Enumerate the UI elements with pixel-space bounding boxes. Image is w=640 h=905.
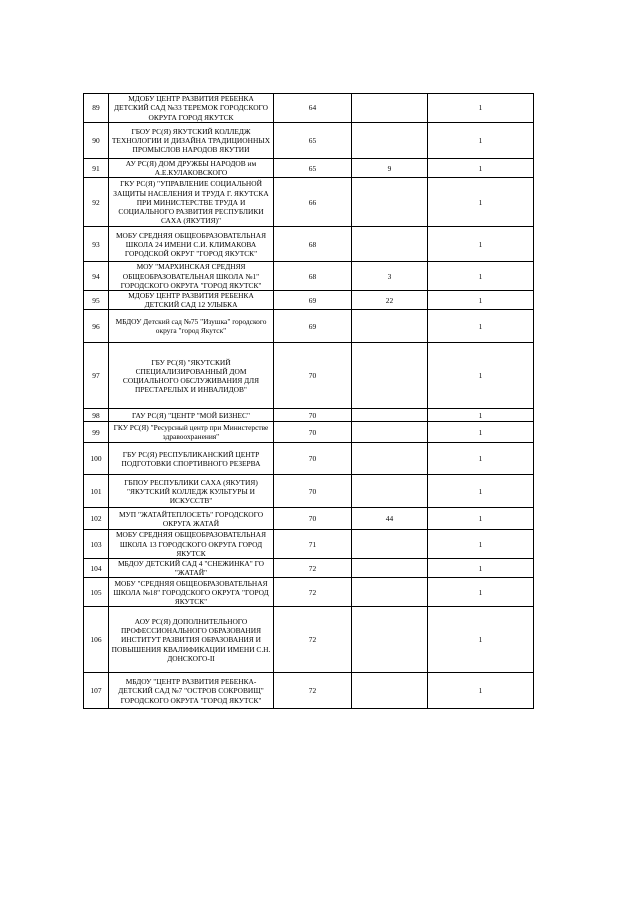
- value-cell-5: 1: [428, 673, 534, 709]
- table-row: [84, 559, 534, 578]
- value-cell-5: 1: [428, 578, 534, 607]
- table-row: [84, 310, 534, 343]
- table-row: [84, 409, 534, 422]
- value-cell-3: 72: [274, 559, 352, 578]
- value-cell-4: 44: [352, 508, 428, 530]
- value-cell-3: 72: [274, 607, 352, 673]
- table-row: [84, 530, 534, 559]
- value-cell-3: 71: [274, 530, 352, 559]
- value-cell-4: 9: [352, 159, 428, 178]
- value-cell-5: 1: [428, 409, 534, 422]
- row-number-cell: 94: [84, 262, 109, 291]
- table-row: [84, 508, 534, 530]
- row-number-cell: 89: [84, 94, 109, 123]
- value-cell-4: [352, 530, 428, 559]
- organization-name-cell: МДОБУ ЦЕНТР РАЗВИТИЯ РЕБЕНКА ДЕТСКИЙ САД 12 УЛЫБКА: [109, 291, 274, 310]
- value-cell-5: 1: [428, 559, 534, 578]
- value-cell-4: [352, 343, 428, 409]
- value-cell-5: 1: [428, 94, 534, 123]
- value-cell-5: 1: [428, 422, 534, 443]
- value-cell-3: 70: [274, 422, 352, 443]
- organizations-table: [83, 93, 534, 709]
- value-cell-4: [352, 422, 428, 443]
- value-cell-3: 70: [274, 343, 352, 409]
- organization-name-cell: МБДОУ Детский сад №75 "Изушка" городского округа "город Якутск": [109, 310, 274, 343]
- value-cell-5: 1: [428, 123, 534, 159]
- table-row: [84, 443, 534, 475]
- value-cell-3: 70: [274, 443, 352, 475]
- value-cell-3: 69: [274, 310, 352, 343]
- value-cell-4: 22: [352, 291, 428, 310]
- organization-name-cell: ГКУ РС(Я) "УПРАВЛЕНИЕ СОЦИАЛЬНОЙ ЗАЩИТЫ НАСЕЛЕНИЯ И ТРУДА Г. ЯКУТСКА ПРИ МИНИСТЕРСТВЕ ТРУДА И СОЦИАЛЬНОГО РАЗВИТИЯ РЕСПУБЛИКИ САХА (ЯКУТИЯ)": [109, 178, 274, 227]
- row-number-cell: 95: [84, 291, 109, 310]
- value-cell-3: 68: [274, 262, 352, 291]
- row-number-cell: 92: [84, 178, 109, 227]
- value-cell-3: 70: [274, 409, 352, 422]
- row-number-cell: 99: [84, 422, 109, 443]
- value-cell-4: [352, 673, 428, 709]
- row-number-cell: 91: [84, 159, 109, 178]
- value-cell-5: 1: [428, 159, 534, 178]
- value-cell-3: 65: [274, 123, 352, 159]
- value-cell-4: [352, 178, 428, 227]
- value-cell-3: 68: [274, 227, 352, 262]
- value-cell-3: 70: [274, 475, 352, 508]
- organization-name-cell: АОУ РС(Я) ДОПОЛНИТЕЛЬНОГО ПРОФЕССИОНАЛЬНОГО ОБРАЗОВАНИЯ ИНСТИТУТ РАЗВИТИЯ ОБРАЗОВАНИЯ И ПОВЫШЕНИЯ КВАЛИФИКАЦИИ ИМЕНИ С.Н. ДОНСКОГО-II: [109, 607, 274, 673]
- organization-name-cell: МОБУ СРЕДНЯЯ ОБЩЕОБРАЗОВАТЕЛЬНАЯ ШКОЛА 24 ИМЕНИ С.И. КЛИМАКОВА ГОРОДСКОЙ ОКРУГ "ГОРОД ЯКУТСК": [109, 227, 274, 262]
- value-cell-3: 70: [274, 508, 352, 530]
- organization-name-cell: МДОБУ ЦЕНТР РАЗВИТИЯ РЕБЕНКА ДЕТСКИЙ САД №33 ТЕРЕМОК ГОРОДСКОГО ОКРУГА ГОРОД ЯКУТСК: [109, 94, 274, 123]
- organization-name-cell: ГБПОУ РЕСПУБЛИКИ САХА (ЯКУТИЯ) "ЯКУТСКИЙ КОЛЛЕДЖ КУЛЬТУРЫ И ИСКУССТВ": [109, 475, 274, 508]
- value-cell-4: [352, 310, 428, 343]
- value-cell-4: [352, 94, 428, 123]
- value-cell-5: 1: [428, 508, 534, 530]
- value-cell-5: 1: [428, 443, 534, 475]
- value-cell-4: [352, 409, 428, 422]
- table-row: [84, 178, 534, 227]
- value-cell-5: 1: [428, 475, 534, 508]
- value-cell-5: 1: [428, 262, 534, 291]
- table-row: [84, 607, 534, 673]
- organization-name-cell: ГБОУ РС(Я) ЯКУТСКИЙ КОЛЛЕДЖ ТЕХНОЛОГИИ И ДИЗАЙНА ТРАДИЦИОННЫХ ПРОМЫСЛОВ НАРОДОВ ЯКУТИИ: [109, 123, 274, 159]
- row-number-cell: 93: [84, 227, 109, 262]
- value-cell-5: 1: [428, 178, 534, 227]
- row-number-cell: 96: [84, 310, 109, 343]
- table-row: [84, 94, 534, 123]
- value-cell-5: 1: [428, 343, 534, 409]
- value-cell-5: 1: [428, 310, 534, 343]
- row-number-cell: 90: [84, 123, 109, 159]
- value-cell-3: 72: [274, 578, 352, 607]
- table-row: [84, 159, 534, 178]
- table-row: [84, 422, 534, 443]
- value-cell-4: 3: [352, 262, 428, 291]
- value-cell-4: [352, 607, 428, 673]
- table-row: [84, 343, 534, 409]
- value-cell-4: [352, 227, 428, 262]
- value-cell-4: [352, 123, 428, 159]
- value-cell-3: 64: [274, 94, 352, 123]
- organization-name-cell: ГБУ РС(Я) РЕСПУБЛИКАНСКИЙ ЦЕНТР ПОДГОТОВКИ СПОРТИВНОГО РЕЗЕРВА: [109, 443, 274, 475]
- organization-name-cell: ГАУ РС(Я) "ЦЕНТР "МОЙ БИЗНЕС": [109, 409, 274, 422]
- table-row: [84, 475, 534, 508]
- organization-name-cell: МБДОУ "ЦЕНТР РАЗВИТИЯ РЕБЕНКА-ДЕТСКИЙ САД №7 "ОСТРОВ СОКРОВИЩ" ГОРОДСКОГО ОКРУГА "ГОРОД ЯКУТСК": [109, 673, 274, 709]
- table-row: [84, 262, 534, 291]
- organization-name-cell: МОБУ "СРЕДНЯЯ ОБЩЕОБРАЗОВАТЕЛЬНАЯ ШКОЛА №18" ГОРОДСКОГО ОКРУГА "ГОРОД ЯКУТСК": [109, 578, 274, 607]
- organization-name-cell: ГБУ РС(Я) "ЯКУТСКИЙ СПЕЦИАЛИЗИРОВАННЫЙ ДОМ СОЦИАЛЬНОГО ОБСЛУЖИВАНИЯ ДЛЯ ПРЕСТАРЕЛЫХ И ИНВАЛИДОВ": [109, 343, 274, 409]
- table-row: [84, 578, 534, 607]
- value-cell-4: [352, 475, 428, 508]
- value-cell-4: [352, 559, 428, 578]
- value-cell-4: [352, 578, 428, 607]
- value-cell-3: 66: [274, 178, 352, 227]
- table-row: [84, 123, 534, 159]
- value-cell-5: 1: [428, 291, 534, 310]
- row-number-cell: 103: [84, 530, 109, 559]
- table-row: [84, 673, 534, 709]
- row-number-cell: 98: [84, 409, 109, 422]
- row-number-cell: 107: [84, 673, 109, 709]
- row-number-cell: 102: [84, 508, 109, 530]
- value-cell-3: 72: [274, 673, 352, 709]
- row-number-cell: 100: [84, 443, 109, 475]
- row-number-cell: 97: [84, 343, 109, 409]
- row-number-cell: 106: [84, 607, 109, 673]
- value-cell-3: 69: [274, 291, 352, 310]
- value-cell-5: 1: [428, 607, 534, 673]
- organization-name-cell: МБДОУ ДЕТСКИЙ САД 4 "СНЕЖИНКА" ГО "ЖАТАЙ": [109, 559, 274, 578]
- organization-name-cell: МУП "ЖАТАЙТЕПЛОСЕТЬ" ГОРОДСКОГО ОКРУГА ЖАТАЙ: [109, 508, 274, 530]
- value-cell-3: 65: [274, 159, 352, 178]
- row-number-cell: 101: [84, 475, 109, 508]
- table-body: [84, 94, 534, 709]
- table-row: [84, 291, 534, 310]
- organization-name-cell: ГКУ РС(Я) "Ресурсный центр при Министерстве здравоохранения": [109, 422, 274, 443]
- organization-name-cell: МОУ "МАРХИНСКАЯ СРЕДНЯЯ ОБЩЕОБРАЗОВАТЕЛЬНАЯ ШКОЛА №1" ГОРОДСКОГО ОКРУГА "ГОРОД ЯКУТСК": [109, 262, 274, 291]
- table-row: [84, 227, 534, 262]
- row-number-cell: 105: [84, 578, 109, 607]
- organization-name-cell: МОБУ СРЕДНЯЯ ОБЩЕОБРАЗОВАТЕЛЬНАЯ ШКОЛА 13 ГОРОДСКОГО ОКРУГА ГОРОД ЯКУТСК: [109, 530, 274, 559]
- value-cell-4: [352, 443, 428, 475]
- value-cell-5: 1: [428, 530, 534, 559]
- organization-name-cell: АУ РС(Я) ДОМ ДРУЖБЫ НАРОДОВ им А.Е.КУЛАКОВСКОГО: [109, 159, 274, 178]
- row-number-cell: 104: [84, 559, 109, 578]
- value-cell-5: 1: [428, 227, 534, 262]
